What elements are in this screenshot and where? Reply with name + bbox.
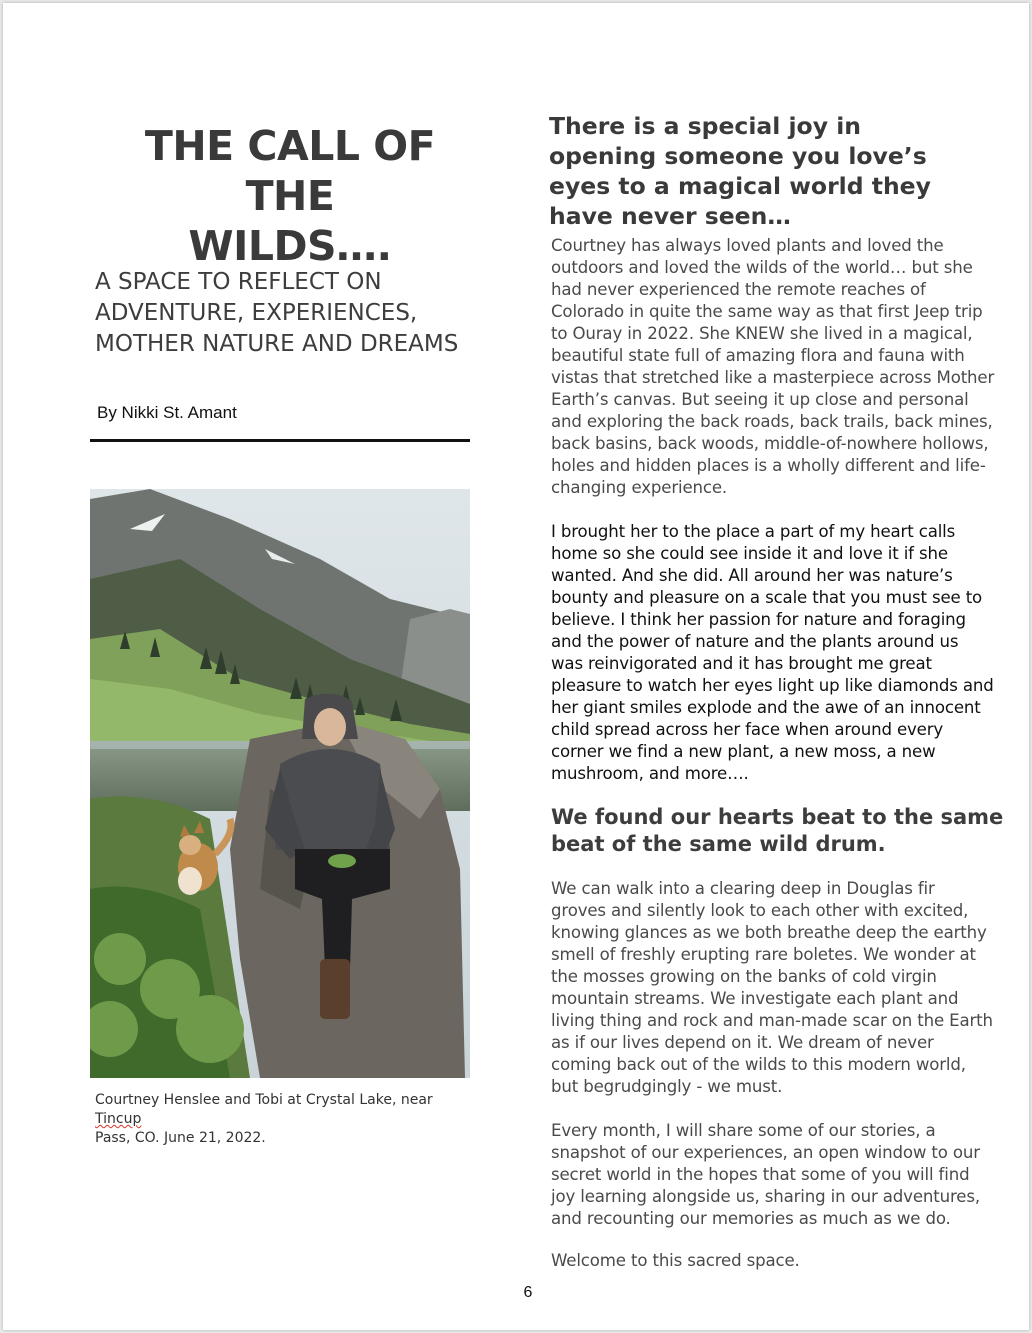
text-line: vistas that stretched like a masterpiece across Mother	[551, 368, 995, 387]
text-line: Colorado in quite the same way as that first Jeep trip	[551, 302, 983, 321]
text-line: holes and hidden places is a wholly different and life-	[551, 456, 986, 475]
page-number: 6	[523, 1284, 533, 1301]
mid-heading	[551, 804, 1004, 858]
heading-line: beat of the same wild drum.	[551, 832, 886, 856]
text-line: I brought her to the place a part of my heart calls	[551, 522, 956, 541]
text-line: was reinvigorated and it has brought me great	[551, 654, 932, 673]
paragraph-brought-her	[551, 521, 1001, 785]
title-line: THE CALL OF THE	[144, 122, 436, 220]
closing-line: Welcome to this sacred space.	[551, 1251, 800, 1270]
text-line: Courtney has always loved plants and loved the	[551, 236, 944, 255]
heading-line: We found our hearts beat to the same	[551, 805, 1004, 829]
text-line: beautiful state full of amazing flora and fauna with	[551, 346, 965, 365]
text-line: mountain streams. We investigate each plant and	[551, 989, 959, 1008]
caption-line	[95, 1110, 475, 1148]
divider-rule	[90, 439, 470, 442]
subtitle-line: MOTHER NATURE AND DREAMS	[95, 331, 459, 357]
photo-caption	[95, 1091, 475, 1148]
lead-heading	[549, 111, 999, 231]
text-line: knowing glances as we both breathe deep the earthy	[551, 923, 987, 942]
text-line: the mosses growing on the banks of cold virgin	[551, 967, 937, 986]
text-line: believe. I think her passion for nature and foraging	[551, 610, 966, 629]
text-line: corner we find a new plant, a new moss, a new	[551, 742, 936, 761]
text-line: Earth’s canvas. But seeing it up close and personal	[551, 390, 969, 409]
text-line: and exploring the back roads, back trails, back mines,	[551, 412, 993, 431]
paragraph-courtney-intro	[551, 235, 1001, 499]
text-line: joy learning alongside us, sharing in our adventures,	[551, 1187, 980, 1206]
text-line: wanted. And she did. All around her was nature’s	[551, 566, 953, 585]
text-line: and the power of nature and the plants around us	[551, 632, 959, 651]
paragraph-every-month	[551, 1120, 1001, 1230]
heading-line: opening someone you love’s	[549, 142, 927, 170]
text-line: pleasure to watch her eyes light up like diamonds and	[551, 676, 994, 695]
text-line: We can walk into a clearing deep in Douglas fir	[551, 879, 935, 898]
document-page	[3, 3, 1029, 1330]
text-line: as if our lives depend on it. We dream of never	[551, 1033, 934, 1052]
spellcheck-flagged-word: Tincup	[95, 1111, 142, 1127]
text-line: but begrudgingly - we must.	[551, 1077, 783, 1096]
text-line: groves and silently look to each other with excited,	[551, 901, 969, 920]
text-line: smell of freshly erupting rare boletes. We wonder at	[551, 945, 976, 964]
text-line: had never experienced the remote reaches of	[551, 280, 926, 299]
caption-text: Pass, CO. June 21, 2022.	[95, 1130, 266, 1146]
paragraph-douglas-fir	[551, 878, 1001, 1098]
text-line: child spread across her face when around every	[551, 720, 944, 739]
heading-line: There is a special joy in	[549, 112, 861, 140]
byline: By Nikki St. Amant	[97, 403, 237, 422]
text-line: home so she could see inside it and love it if she	[551, 544, 948, 563]
text-line: outdoors and loved the wilds of the world… but she	[551, 258, 973, 277]
subtitle-line: A SPACE TO REFLECT ON	[95, 269, 382, 295]
text-line: back basins, back woods, middle-of-nowhere hollows,	[551, 434, 989, 453]
photo-woman-dog-lake	[90, 489, 470, 1078]
text-line: to Ouray in 2022. She KNEW she lived in a magical,	[551, 324, 973, 343]
heading-line: eyes to a magical world they	[549, 172, 931, 200]
landscape-illustration	[90, 489, 470, 1078]
text-line: bounty and pleasure on a scale that you must see to	[551, 588, 983, 607]
title-line: WILDS….	[188, 222, 392, 270]
text-line: coming back out of the wilds to this modern world,	[551, 1055, 966, 1074]
text-line: changing experience.	[551, 478, 728, 497]
article-subtitle	[95, 267, 495, 360]
text-line: secret world in the hopes that some of you will find	[551, 1165, 970, 1184]
text-line: snapshot of our experiences, an open window to our	[551, 1143, 980, 1162]
text-line: mushroom, and more….	[551, 764, 749, 783]
text-line: her giant smiles explode and the awe of an innocent	[551, 698, 981, 717]
article-title	[95, 121, 485, 271]
text-line: Every month, I will share some of our stories, a	[551, 1121, 936, 1140]
text-line: and recounting our memories as much as we do.	[551, 1209, 951, 1228]
caption-line: Courtney Henslee and Tobi at Crystal Lake, near	[95, 1092, 433, 1108]
heading-line: have never seen…	[549, 202, 791, 230]
subtitle-line: ADVENTURE, EXPERIENCES,	[95, 300, 418, 326]
text-line: living thing and rock and man-made scar on the Earth	[551, 1011, 993, 1030]
